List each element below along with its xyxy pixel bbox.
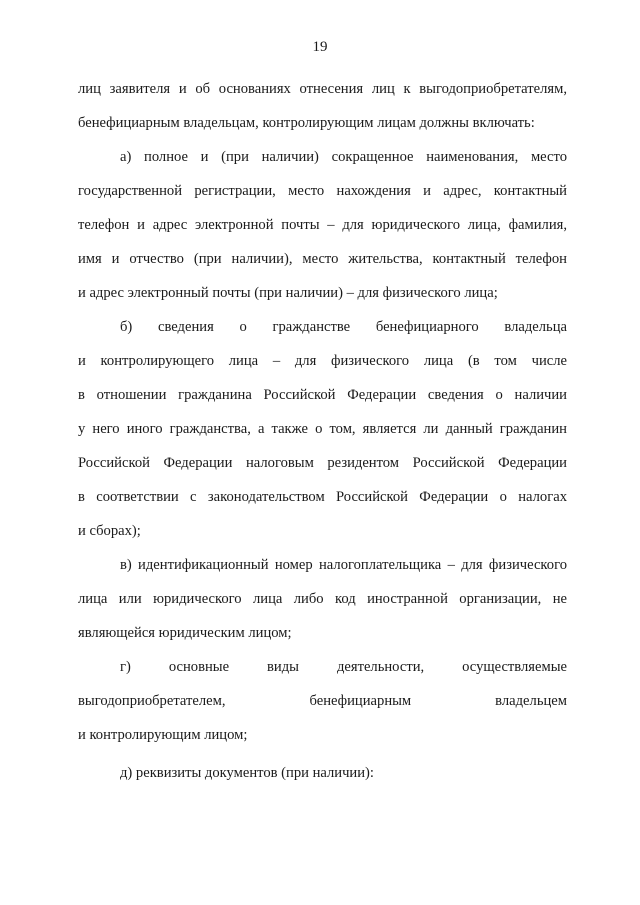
text-line: являющейся юридическим лицом;	[78, 625, 292, 641]
list-item-b-line: б) сведения о гражданстве бенефициарного владельца	[120, 319, 567, 335]
text-line: бенефициарным владельцам, контролирующим лицам должны включать:	[78, 115, 535, 131]
list-item-d-line: д) реквизиты документов (при наличии):	[120, 765, 374, 781]
page-number: 19	[312, 39, 328, 55]
text-line: и сборах);	[78, 523, 141, 539]
list-item-v-line: в) идентификационный номер налогоплательщика – для физического	[120, 557, 567, 573]
text-line: имя и отчество (при наличии), место жительства, контактный телефон	[78, 251, 567, 267]
text-line: в соответствии с законодательством Российской Федерации о налогах	[78, 489, 567, 505]
list-item-g-line: г) основные виды деятельности, осуществляемые	[120, 659, 567, 675]
text-line: и адрес электронный почты (при наличии) – для физического лица;	[78, 285, 498, 301]
text-line: государственной регистрации, место нахождения и адрес, контактный	[78, 183, 567, 199]
text-line: Российской Федерации налоговым резидентом Российской Федерации	[78, 455, 567, 471]
text-line: выгодоприобретателем, бенефициарным владельцем	[78, 693, 567, 709]
text-line: телефон и адрес электронной почты – для юридического лица, фамилия,	[78, 217, 567, 233]
text-line: у него иного гражданства, а также о том, является ли данный гражданин	[78, 421, 567, 437]
text-line: и контролирующего лица – для физического лица (в том числе	[78, 353, 567, 369]
text-line: лица или юридического лица либо код иностранной организации, не	[78, 591, 567, 607]
text-line: в отношении гражданина Российской Федерации сведения о наличии	[78, 387, 567, 403]
text-line: и контролирующим лицом;	[78, 727, 248, 743]
list-item-a-line: а) полное и (при наличии) сокращенное наименования, место	[120, 149, 567, 165]
text-line: лиц заявителя и об основаниях отнесения лиц к выгодоприобретателям,	[78, 81, 567, 97]
